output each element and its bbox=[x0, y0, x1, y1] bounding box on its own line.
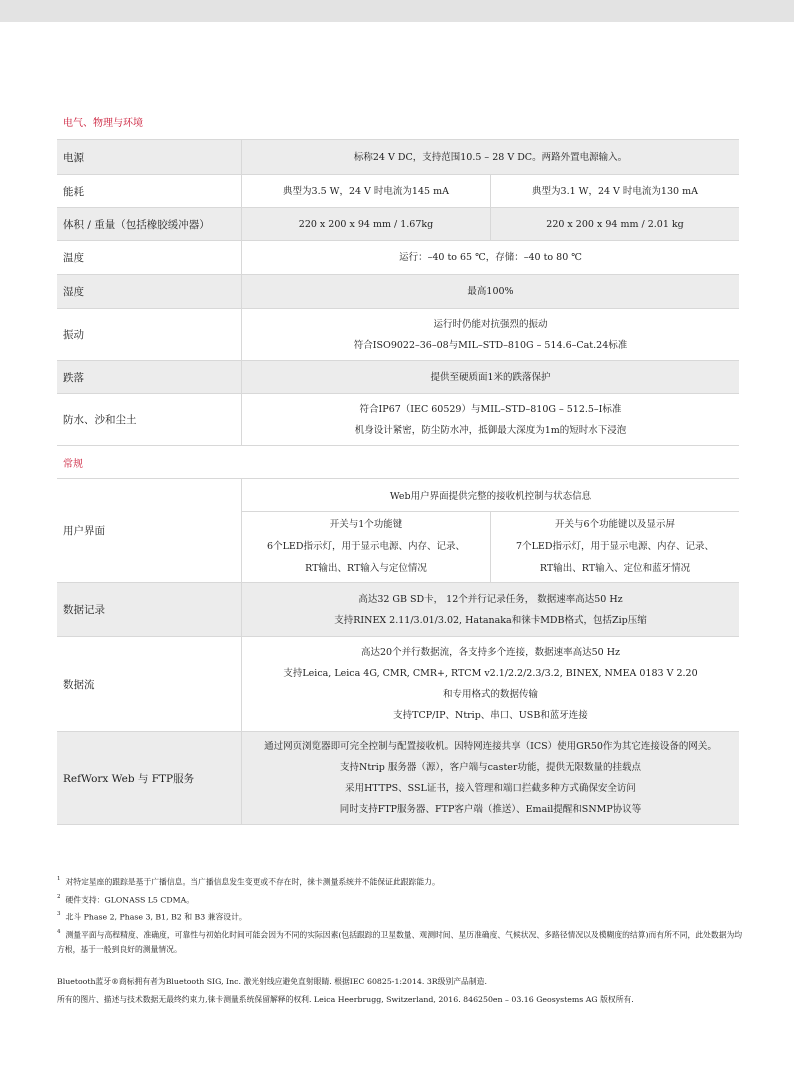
spec-row-power bbox=[57, 140, 739, 175]
row-label: 电源 bbox=[57, 140, 242, 174]
footnote-text: 硬件支持：GLONASS L5 CDMA。 bbox=[65, 895, 195, 905]
footnote-number: 2 bbox=[57, 893, 61, 900]
row-label: 数据流 bbox=[57, 637, 242, 731]
row-label: 振动 bbox=[57, 309, 242, 360]
row-label: 数据记录 bbox=[57, 583, 242, 636]
row-value-line: 通过网页浏览器即可完全控制与配置接收机。因特网连接共享（ICS）使用GR50作为其它连接设备的网关。 bbox=[264, 741, 717, 752]
section-title: 常规 bbox=[63, 458, 83, 470]
legal-line: 所有的图片、描述与技术数据无最终约束力,徕卡测量系统保留解释的权利. Leica Heerbrugg, Switzerland, 2016. 846250en – 03.16 Geosystems AG 版权所有. bbox=[57, 995, 634, 1004]
spec-row-volume bbox=[57, 208, 739, 241]
row-value-line: 同时支持FTP服务器、FTP客户端（推送）、Email提醒和SNMP协议等 bbox=[339, 804, 642, 815]
row-value-line: 支持Ntrip 服务器（源），客户端与caster功能，提供无限数量的挂载点 bbox=[340, 762, 641, 773]
footnote-number: 3 bbox=[57, 911, 61, 918]
row-value-line: RT输出、RT输入与定位情况 bbox=[305, 563, 427, 574]
row-value: 标称24 V DC，支持范围10.5 – 28 V DC。两路外置电源输入。 bbox=[353, 151, 628, 163]
spec-row-ui bbox=[57, 479, 739, 583]
row-label: 湿度 bbox=[57, 275, 242, 308]
row-value-line: 支持RINEX 2.11/3.01/3.02, Hatanaka和徕卡MDB格式，包括Zip压缩 bbox=[334, 614, 647, 626]
spec-row-vibration bbox=[57, 309, 739, 361]
row-value-line: 开关与6个功能键以及显示屏 bbox=[554, 519, 676, 530]
row-value-left: 典型为3.5 W，24 V 时电流为145 mA bbox=[283, 185, 449, 197]
legal-line: Bluetooth蓝牙®商标拥有者为Bluetooth SIG, Inc. 激光射线应避免直射眼睛. 根据IEC 60825-1:2014. 3R级别产品制造. bbox=[57, 977, 487, 986]
row-value: 提供至硬质面1米的跌落保护 bbox=[430, 371, 551, 383]
row-value-line: 采用HTTPS、SSL证书，接入管理和端口拦截多种方式确保安全访问 bbox=[345, 783, 636, 794]
row-value-line: 7个LED指示灯，用于显示电源、内存、记录、 bbox=[516, 541, 714, 552]
row-value-right: 220 x 200 x 94 mm / 2.01 kg bbox=[546, 218, 684, 230]
row-label: 用户界面 bbox=[57, 479, 242, 582]
spec-row-protection bbox=[57, 394, 739, 446]
row-value-line: 支持Leica, Leica 4G, CMR, CMR+, RTCM v2.1/2.2/2.3/3.2, BINEX, NMEA 0183 V 2.20 bbox=[283, 668, 698, 679]
section-title: 电气、物理与环境 bbox=[63, 118, 143, 129]
footnote-number: 1 bbox=[57, 876, 61, 882]
row-label: 温度 bbox=[57, 241, 242, 274]
legal-notice bbox=[57, 973, 745, 1009]
row-value-line: 开关与1个功能键 bbox=[329, 519, 403, 530]
row-value-top: Web用户界面提供完整的接收机控制与状态信息 bbox=[389, 491, 592, 502]
spec-row-logging bbox=[57, 583, 739, 637]
row-value-left: 220 x 200 x 94 mm / 1.67kg bbox=[298, 218, 434, 230]
footnotes bbox=[57, 873, 745, 958]
footnote-number: 4 bbox=[57, 928, 61, 935]
row-value-right: 典型为3.1 W，24 V 时电流为130 mA bbox=[532, 185, 698, 197]
section-header-electrical bbox=[57, 104, 739, 140]
footnote bbox=[57, 908, 745, 925]
row-value-line: 6个LED指示灯，用于显示电源、内存、记录、 bbox=[267, 541, 465, 552]
footnote-text: 测量平面与高程精度、准确度，可靠性与初始化时间可能会因为不同的实际因素(包括跟踪的卫星数量、观测时间、星历准确度、气候状况、多路径情况以及模糊度的结算)而有所不同，此处数据为均方根，基于一般到良好的测量情况。 bbox=[57, 930, 743, 955]
footnote bbox=[57, 891, 745, 908]
footnote-text: 北斗 Phase 2, Phase 3, B1, B2 和 B3 兼容设计。 bbox=[65, 912, 247, 922]
spec-row-streaming bbox=[57, 637, 739, 732]
row-label: 防水、沙和尘土 bbox=[57, 394, 242, 445]
row-value-line: 机身设计紧密，防尘防水冲，抵御最大深度为1m的短时水下浸泡 bbox=[354, 424, 627, 436]
top-bar bbox=[0, 0, 794, 22]
footnote bbox=[57, 926, 745, 958]
row-value-line: 支持TCP/IP、Ntrip、串口、USB和蓝牙连接 bbox=[393, 710, 588, 721]
spec-table bbox=[57, 104, 739, 825]
row-label: RefWorx Web 与 FTP服务 bbox=[57, 732, 242, 824]
row-value: 运行：–40 to 65 ℃，存储：–40 to 80 ℃ bbox=[399, 252, 582, 263]
row-value-line: 高达32 GB SD卡， 12个并行记录任务， 数据速率高达50 Hz bbox=[358, 593, 623, 605]
spec-row-drop bbox=[57, 361, 739, 394]
row-value-line: 符合ISO9022–36–08与MIL–STD–810G – 514.6–Cat.24标准 bbox=[353, 339, 628, 351]
row-label: 跌落 bbox=[57, 361, 242, 393]
spec-row-refworx bbox=[57, 732, 739, 825]
row-value-line: 符合IP67（IEC 60529）与MIL–STD–810G – 512.5–I标准 bbox=[359, 403, 622, 415]
section-header-general bbox=[57, 446, 739, 479]
row-label: 能耗 bbox=[57, 175, 242, 207]
row-value-line: 高达20个并行数据流，各支持多个连接，数据速率高达50 Hz bbox=[361, 647, 620, 658]
footnote bbox=[57, 873, 745, 890]
row-label: 体积 / 重量（包括橡胶缓冲器） bbox=[57, 208, 242, 240]
spec-row-consumption bbox=[57, 175, 739, 208]
spec-row-humidity bbox=[57, 275, 739, 309]
row-value-line: 运行时仍能对抗强烈的振动 bbox=[433, 318, 548, 330]
footnote-text: 对特定星座的跟踪是基于广播信息。当广播信息发生变更或不存在时，徕卡测量系统并不能保证此跟踪能力。 bbox=[65, 877, 440, 887]
row-value-line: 和专用格式的数据传输 bbox=[442, 689, 538, 700]
row-value: 最高100% bbox=[467, 286, 514, 297]
spec-row-temperature bbox=[57, 241, 739, 275]
row-value-line: RT输出、RT输入、定位和蓝牙情况 bbox=[539, 563, 691, 574]
